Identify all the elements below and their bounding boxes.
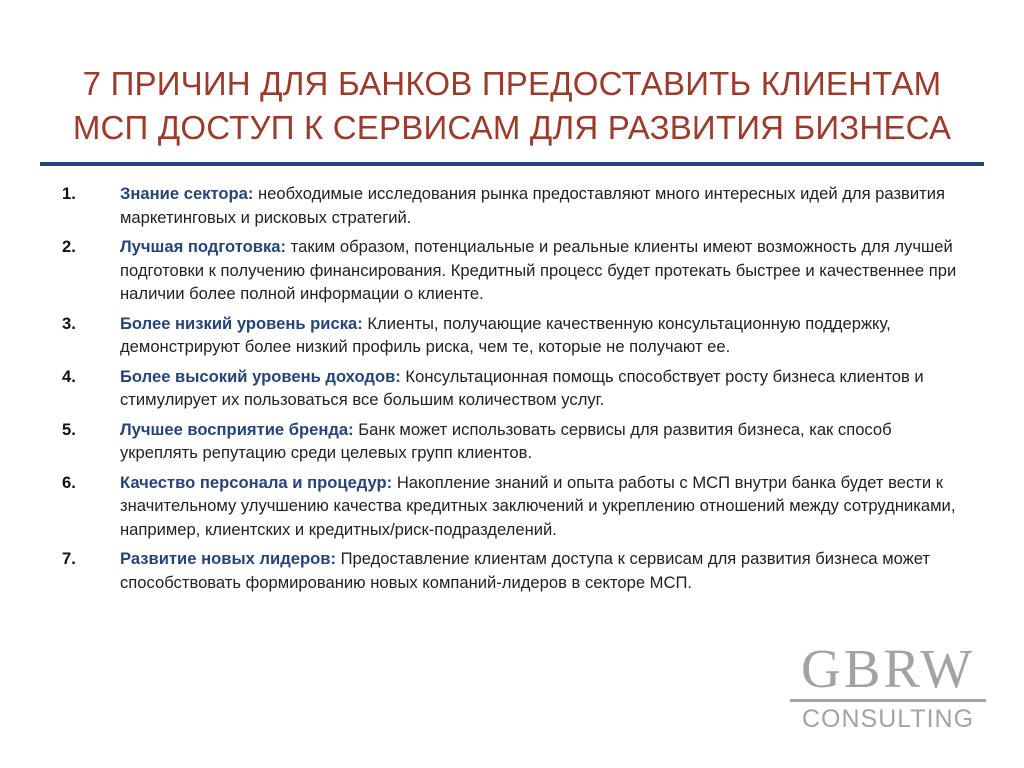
item-text: таким образом, потенциальные и реальные клиенты имеют возможность для лучшей подготовки к получению финансирования. Кредитный процесс будет протекать быстрее и качественнее при наличии более полной информации о клиенте. [120,237,957,303]
list-item-5 [62,418,972,465]
item-number: 5. [62,419,76,439]
list-item-2 [62,235,972,306]
item-heading: Более высокий уровень доходов: [120,366,401,386]
item-heading: Развитие новых лидеров: [120,549,336,568]
reasons-list [62,182,972,600]
item-text: Консультационная помощь способствует росту бизнеса клиентов и стимулирует их пользоваться все большим количеством услуг. [120,366,924,409]
item-text: Клиенты, получающие качественную консультационную поддержку, демонстрируют более низкий профиль риска, чем те, которые не получают ее. [120,313,891,356]
title-line-2: МСП ДОСТУП К СЕРВИСАМ ДЛЯ РАЗВИТИЯ БИЗНЕСА [72,109,952,146]
slide-title [40,62,984,150]
list-item-4 [62,365,972,412]
item-heading: Качество персонала и процедур: [120,472,393,492]
item-heading: Более низкий уровень риска: [120,313,363,333]
logo-divider [790,699,986,702]
list-item-1 [62,182,972,229]
logo-subtitle: CONSULTING [801,705,975,733]
item-text: Предоставление клиентам доступа к сервисам для развития бизнеса может способствовать формированию новых компаний-лидеров в секторе МСП. [120,549,931,592]
item-text: необходимые исследования рынка предоставляют много интересных идей для развития маркетинговых и рисковых стратегий. [120,184,945,227]
list-item-6 [62,471,972,542]
item-number: 3. [62,313,76,333]
title-line-1: 7 ПРИЧИН ДЛЯ БАНКОВ ПРЕДОСТАВИТЬ КЛИЕНТАМ [82,65,942,102]
list-item-3 [62,312,972,359]
item-heading: Лучшее восприятие бренда: [120,419,354,439]
item-number: 6. [62,472,76,492]
item-heading: Знание сектора: [120,184,254,203]
item-number: 2. [62,237,76,256]
item-text: Накопление знаний и опыта работы с МСП внутри банка будет вести к значительному улучшению качества кредитных заключений и укреплению отношений между сотрудниками, например, клиентских и кредитных/риск-подразделений. [120,472,956,539]
title-divider [40,162,984,166]
list-item-7 [62,547,972,594]
item-text: Банк может использовать сервисы для развития бизнеса, как способ укреплять репутацию среди целевых групп клиентов. [120,419,892,462]
item-heading: Лучшая подготовка: [120,237,287,256]
item-number: 4. [62,366,76,386]
gbrw-consulting-logo [788,640,988,740]
item-number: 7. [62,549,76,568]
item-number: 1. [62,184,76,203]
logo-wordmark: GBRW [801,638,975,699]
